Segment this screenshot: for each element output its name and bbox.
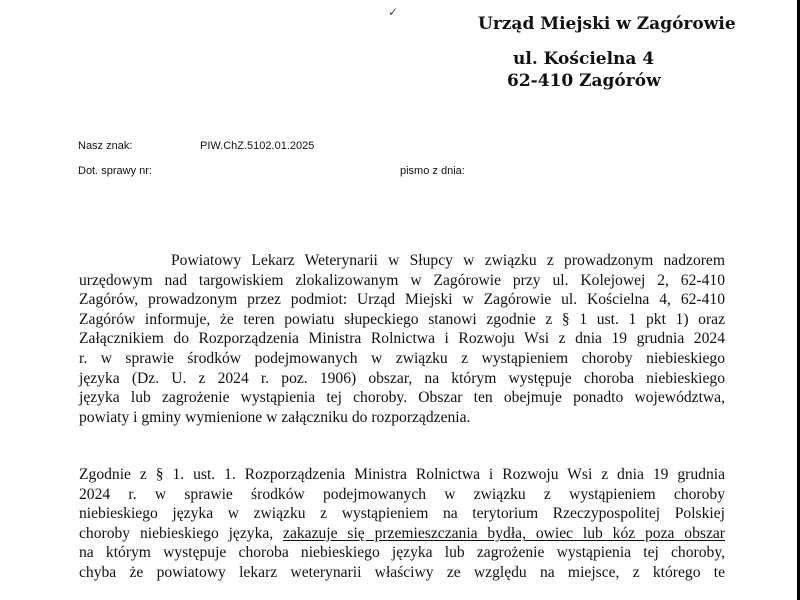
text-line: urzędowym nad targowiskiem zlokalizowanym w Zagórowie przy ul. Kolejowej 2, 62-410 (79, 271, 725, 289)
text-line: Powiatowy Lekarz Weterynarii w Słupcy w związku z prowadzonym nadzorem (171, 252, 725, 269)
text-line: r. w sprawie środków podejmowanych w związku z wystąpieniem choroby niebieskiego (79, 349, 725, 367)
our-ref-label: Nasz znak: (78, 140, 133, 152)
handwritten-checkmark: ✓ (388, 5, 399, 19)
underlined-prohibition: zakazuje się przemieszczania bydła, owiec lub kóz poza obszar (283, 524, 725, 542)
letter-date-label: pismo z dnia: (400, 165, 465, 177)
recipient-name: Urząd Miejski w Zagórowie (478, 14, 736, 34)
paragraph-2 (79, 465, 725, 583)
recipient-city: 62-410 Zagórów (507, 71, 661, 91)
recipient-street: ul. Kościelna 4 (513, 49, 655, 69)
text-line: niebieskiego języka w związku z wystąpieniem na terytorium Rzeczypospolitej Polskiej (79, 505, 725, 523)
text-line: Zagórów, prowadzonym przez podmiot: Urząd Miejski w Zagórowie ul. Kościelna 4, 62-410 (79, 291, 725, 309)
text-segment: choroby niebieskiego języka, (79, 524, 284, 542)
our-ref-value: PIW.ChZ.5102.01.2025 (200, 140, 315, 152)
case-number-label: Dot. sprawy nr: (78, 165, 152, 177)
paragraph-1 (79, 251, 725, 427)
text-line-with-underline (79, 524, 725, 544)
text-line: języka (Dz. U. z 2024 r. poz. 1906) obszar, na którym występuje choroba niebieskiego (79, 369, 725, 387)
text-line: Zgodnie z § 1. ust. 1. Rozporządzenia Ministra Rolnictwa i Rozwoju Wsi z dnia 19 grudnia (79, 466, 725, 483)
text-line: Zagórów informuje, że teren powiatu słupeckiego stanowi zgodnie z § 1 ust. 1 pkt 1) oraz (79, 310, 725, 328)
text-line: Załącznikiem do Rozporządzenia Ministra Rolnictwa i Rozwoju Wsi z dnia 19 grudnia 2024 (79, 330, 725, 348)
text-line: chyba że powiatowy lekarz weterynarii właściwy ze względu na miejsce, z którego te (79, 563, 725, 581)
text-line: powiaty i gminy wymienione w załączniku do rozporządzenia. (79, 408, 471, 426)
text-line: 2024 r. w sprawie środków podejmowanych w związku z wystąpieniem choroby (79, 485, 725, 503)
text-line: na którym występuje choroba niebieskiego języka lub zagrożenie wystąpienia tej choroby, (79, 544, 725, 562)
text-line: języka lub zagrożenie wystąpienia tej choroby. Obszar ten obejmuje ponadto województwa, (79, 389, 725, 407)
